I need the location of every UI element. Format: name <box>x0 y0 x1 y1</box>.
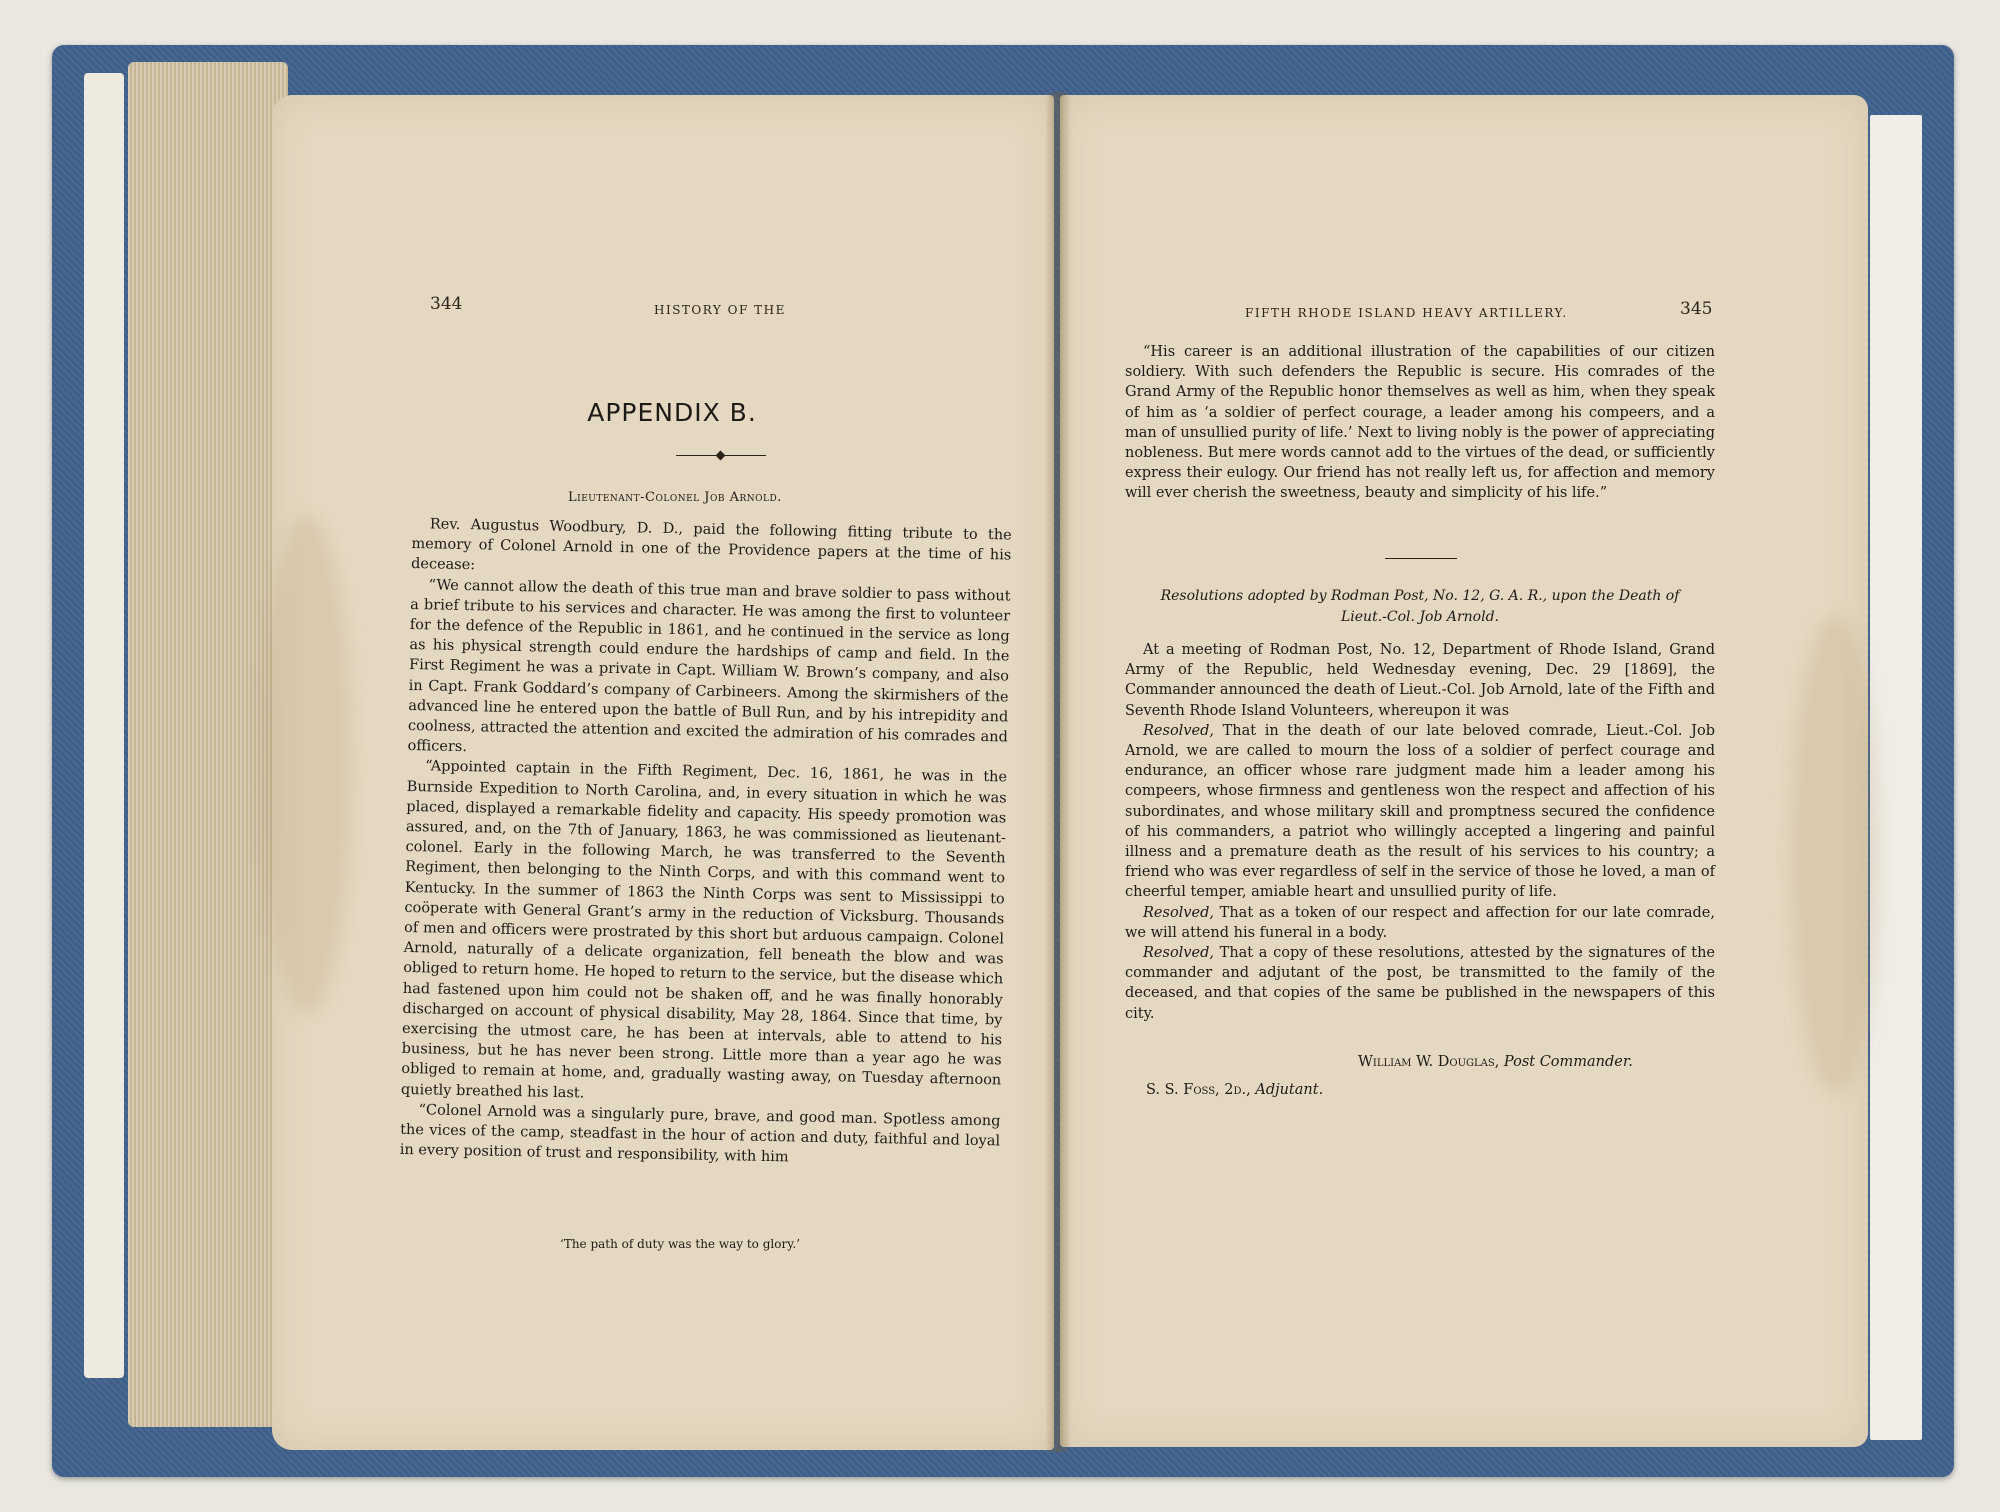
resolved-label: Resolved, <box>1143 722 1214 739</box>
appendix-title: APPENDIX B. <box>587 398 757 427</box>
right-resolutions-text <box>1125 640 1715 1024</box>
left-subheading: Lieutenant-Colonel Job Arnold. <box>568 490 782 505</box>
left-running-header: HISTORY OF THE <box>654 303 786 317</box>
resolutions-heading-line-2: Lieut.-Col. Job Arnold. <box>1341 609 1499 625</box>
resolutions-heading-line-1: Resolutions adopted by Rodman Post, No. 12, G. A. R., upon the Death of <box>1160 588 1680 604</box>
resolved-text-3: That a copy of these resolutions, attested by the signatures of the commander and adjutant of the post, be transmitted to the family of the deceased, and that copies of the same be published in the newspapers of this city. <box>1125 945 1716 1022</box>
resolved-paragraph-1 <box>1125 721 1715 903</box>
left-paragraph: “Colonel Arnold was a singularly pure, brave, and good man. Spotless among the vices of the camp, steadfast in the hour of action and duty, faithful and loyal in every position of trust and responsibility, with him <box>399 1102 1001 1166</box>
right-paragraph: “His career is an additional illustration of the capabilities of our citizen soldiery. With such defenders the Republic is secure. His comrades of the Grand Army of the Republic honor themselves as well as him, when they speak of him as ‘a soldier of perfect courage, a leader among his compeers, and a man of unsullied purity of life.’ Next to living nobly is the power of appreciating nobleness. But mere words cannot add to the virtues of the dead, or sufficiently express their eulogy. Our friend has not really left us, for affection and memory will ever cherish the sweetness, beauty and simplicity of his life.” <box>1125 344 1715 502</box>
resolved-label: Resolved, <box>1143 945 1214 962</box>
signature-name: William W. Douglas, <box>1358 1054 1500 1070</box>
resolved-text-1: That in the death of our late beloved comrade, Lieut.-Col. Job Arnold, we are called to mourn the loss of a soldier of perfect courage and endurance, an officer whose rare judgment made him a leader among his compeers, whose firmness and gentleness won the respect and affection of his subordinates, and whose military skill and promptness secured the confidence of his commanders, a patriot who willingly accepted a lingering and painful illness and a premature death as the result of his services to his country; a friend who was ever regardless of self in the service of those he loved, a man of cheerful temper, amiable heart and unsullied purity of life. <box>1125 722 1716 901</box>
right-page-number: 345 <box>1680 299 1713 319</box>
resolved-paragraph-3 <box>1125 943 1715 1024</box>
left-paragraph: Rev. Augustus Woodbury, D. D., paid the following fitting tribute to the memory of Colonel Arnold in one of the Providence papers at the time of his decease: <box>410 516 1012 574</box>
left-paragraph: “We cannot allow the death of this true man and brave soldier to pass without a brief tribute to his services and character. He was among the first to volunteer for the defence of the Republic in 1861, and he continued in the service as long as his physical strength could endure the hardships of camp and field. In the First Regiment he was a private in Capt. William W. Brown’s company, and also in Capt. Frank Goddard’s company of Carbineers. Among the skirmishers of the advanced line he entered upon the battle of Bull Run, and by his intrepidity and coolness, attracted the attention and excited the admiration of his comrades and officers. <box>407 576 1011 756</box>
resolved-label: Resolved, <box>1143 904 1214 921</box>
right-running-header: FIFTH RHODE ISLAND HEAVY ARTILLERY. <box>1245 306 1568 320</box>
right-top-text <box>1125 342 1715 504</box>
resolved-paragraph-2 <box>1125 903 1715 943</box>
post-commander-signature <box>1358 1054 1633 1070</box>
adjutant-signature <box>1146 1082 1323 1098</box>
right-endpaper <box>1870 115 1922 1440</box>
left-paragraph: “Appointed captain in the Fifth Regiment, Dec. 16, 1861, he was in the Burnside Expedition to North Carolina, and, in every situation in which he was placed, displayed a remarkable fidelity and capacity. His speedy promotion was assured, and, on the 7th of January, 1863, he was commissioned as lieutenant-colonel. Early in the following March, he was transferred to the Seventh Regiment, then belonging to the Ninth Corps, and with this command went to Kentucky. In the summer of 1863 the Ninth Corps was sent to Mississippi to coöperate with General Grant’s army in the reduction of Vicksburg. Thousands of men and officers were prostrated by this short but arduous campaign. Colonel Arnold, naturally of a delicate organization, fell beneath the blow and was obliged to return home. He hoped to return to the service, but the disease which had fastened upon him could not be shaken off, and he was finally honorably discharged on account of physical disability, May 28, 1864. Since that time, by exercising the utmost care, he has been at intervals, able to attend to his business, but he has never been strong. Little more than a year ago he was obliged to remain at home, and, gradually wasting away, on Tuesday afternoon quietly breathed his last. <box>400 758 1008 1102</box>
resolved-text-2: That as a token of our respect and affection for our late comrade, we will attend his funeral in a body. <box>1125 904 1715 941</box>
section-divider-rule <box>1385 558 1457 559</box>
book-gutter <box>1045 92 1071 1452</box>
meeting-paragraph: At a meeting of Rodman Post, No. 12, Department of Rhode Island, Grand Army of the Republic, held Wednesday evening, Dec. 29 [1869], the Commander announced the death of Lieut.-Col. Job Arnold, late of the Fifth and Seventh Rhode Island Volunteers, whereupon it was <box>1125 642 1715 719</box>
left-quote-line: ‘The path of duty was the way to glory.’ <box>560 1237 801 1251</box>
adjutant-title: Adjutant. <box>1255 1082 1324 1098</box>
left-endpaper <box>84 73 124 1378</box>
adjutant-name: S. S. Foss, 2d., <box>1146 1082 1251 1098</box>
left-page-number: 344 <box>430 294 463 314</box>
left-body-text <box>400 514 1012 1172</box>
signature-title: Post Commander. <box>1503 1054 1633 1070</box>
